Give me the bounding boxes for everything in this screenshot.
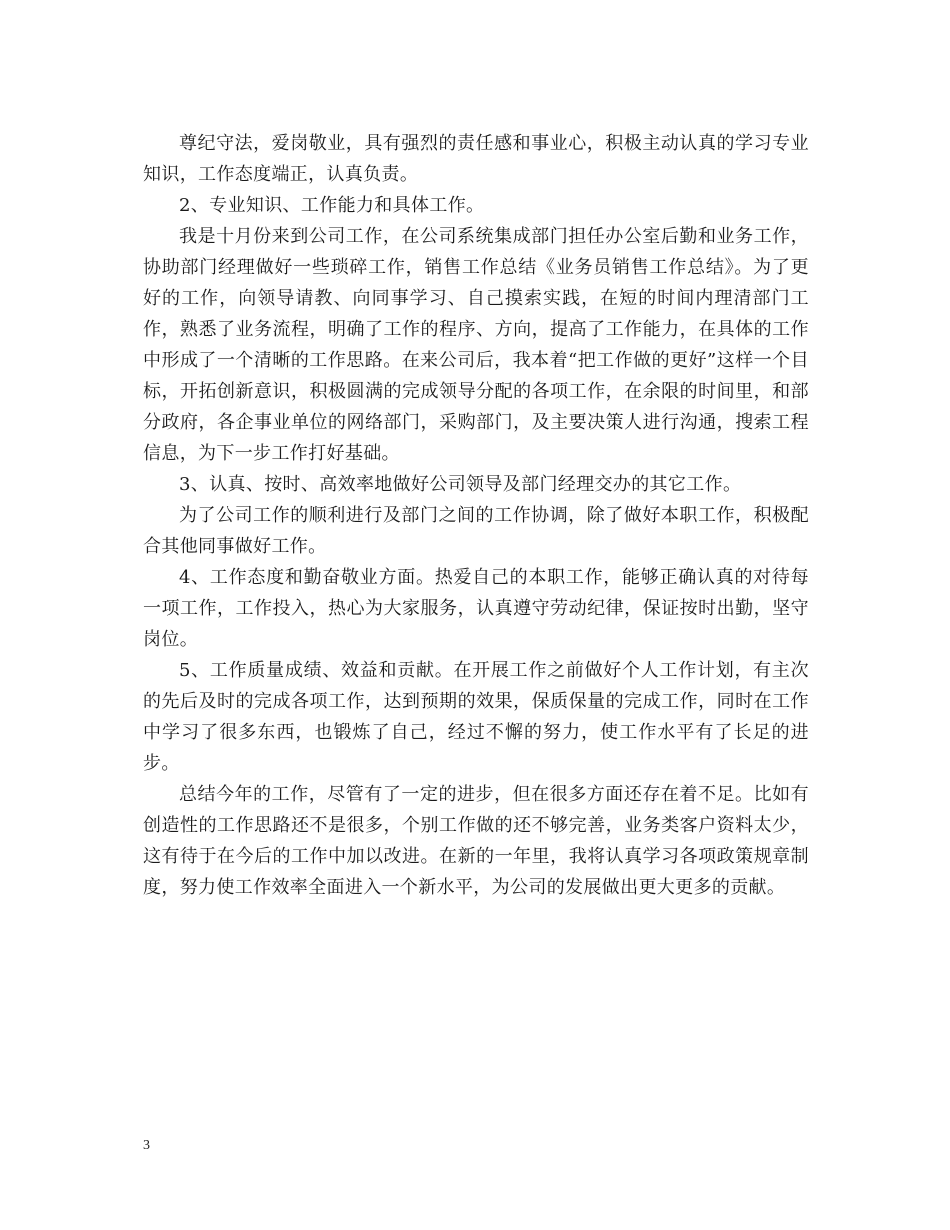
paragraph-2: 2、专业知识、工作能力和具体工作。 bbox=[179, 195, 485, 216]
paragraph-5: 为了公司工作的顺利进行及部门之间的工作协调，除了做好本职工作，积极配合其他同事做好工作。 bbox=[143, 505, 809, 557]
document-body bbox=[143, 128, 809, 903]
paragraph-3: 我是十月份来到公司工作，在公司系统集成部门担任办公室后勤和业务工作，协助部门经理做好一些琐碎工作，销售工作总结《业务员销售工作总结》。为了更好的工作，向领导请教、向同事学习、自己摸索实践，在短的时间内理清部门工作，熟悉了业务流程，明确了工作的程序、方向，提高了工作能力，在具体的工作中形成了一个清晰的工作思路。在来公司后，我本着“把工作做的更好”这样一个目标，开拓创新意识，积极圆满的完成领导分配的各项工作，在余限的时间里，和部分政府，各企事业单位的网络部门，采购部门，及主要决策人进行沟通，搜索工程信息，为下一步工作打好基础。 bbox=[143, 226, 809, 464]
paragraph-8: 总结今年的工作，尽管有了一定的进步，但在很多方面还存在着不足。比如有创造性的工作思路还不是很多，个别工作做的还不够完善，业务类客户资料太少，这有待于在今后的工作中加以改进。在新的一年里，我将认真学习各项政策规章制度，努力使工作效率全面进入一个新水平，为公司的发展做出更大更多的贡献。 bbox=[143, 784, 809, 898]
paragraph-1: 尊纪守法，爱岗敬业，具有强烈的责任感和事业心，积极主动认真的学习专业知识，工作态度端正，认真负责。 bbox=[143, 133, 809, 185]
paragraph-7: 5、工作质量成绩、效益和贡献。在开展工作之前做好个人工作计划，有主次的先后及时的完成各项工作，达到预期的效果，保质保量的完成工作，同时在工作中学习了很多东西，也锻炼了自己，经过不懈的努力，使工作水平有了长足的进步。 bbox=[143, 660, 809, 774]
paragraph-4: 3、认真、按时、高效率地做好公司领导及部门经理交办的其它工作。 bbox=[179, 474, 742, 495]
page-number: 3 bbox=[143, 1138, 150, 1153]
paragraph-6: 4、工作态度和勤奋敬业方面。热爱自己的本职工作，能够正确认真的对待每一项工作，工作投入，热心为大家服务，认真遵守劳动纪律，保证按时出勤，坚守岗位。 bbox=[143, 567, 809, 650]
